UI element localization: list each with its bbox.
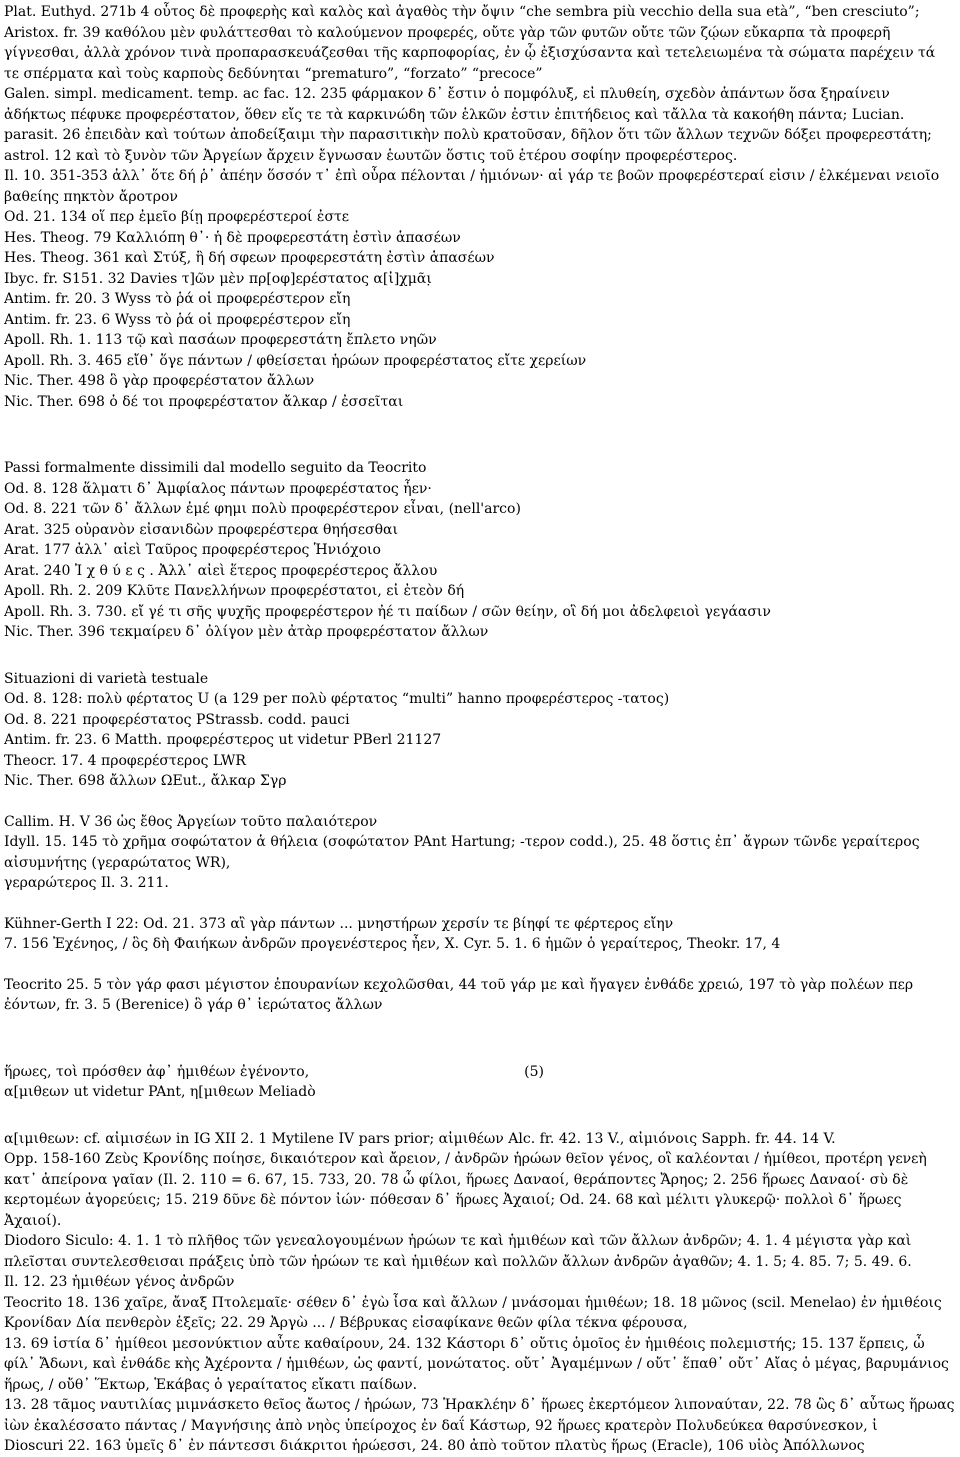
text-line: Arat. 240 Ἰ χ θ ύ ε ς . Ἀλλ᾽ αἰεὶ ἕτερος προφερέστερος ἄλλου xyxy=(4,562,438,579)
text-line: Il. 10. 351-353 ἀλλ᾽ ὅτε δή ῥ᾽ ἀπέην ὅσσόν τ᾽ ἐπὶ οὖρα πέλονται / ἡμιόνων· αἱ γάρ τε βοῶν προφερέστεραί εἰσιν / ἑλκέμεναι νειοῖο xyxy=(4,168,940,184)
text-line: Il. 12. 23 ἡμιθέων γένος ἀνδρῶν xyxy=(4,1274,235,1290)
text-line: Ibyc. fr. S151. 32 Davies τ]ῶν μὲν πρ[οφ]ερέστατος α[ἰ]χμᾶι̣ xyxy=(4,270,432,287)
text-line: Nic. Ther. 698 ἄλλων ΩEut., ἄλκαρ Σγρ xyxy=(4,773,287,789)
text-line: Hes. Theog. 79 Καλλιόπη θ᾽· ἡ δὲ προφερεστάτη ἐστὶν ἁπασέων xyxy=(4,229,461,246)
text-line: Od. 8. 128: πολὺ φέρτατος U (a 129 per πολὺ φέρτατος “multi” hanno προφερέστερος -τατος) xyxy=(4,691,670,707)
text-line: Teocrito 18. 136 χαῖρε, ἄναξ Πτολεμαῖε· σέθεν δ᾽ ἐγὼ ἶσα καὶ ἄλλων / μνάσομαι ἡμιθέων; 18. 18 μῶνος (scil. Menelao) ἐν ἡμιθέοις Κρονίδαν Δία πενθερὸν ἑξεῖς; 22. 29 Ἀργὼ ... / Βέβρυκας εἰσαφίκανε θεῶν φίλα τέκνα φέρουσα, xyxy=(4,1294,942,1331)
text-line: Arat. 325 οὐρανὸν εἰσανιδὼν προφερέστερα θηήσεσθαι xyxy=(4,521,398,538)
text-line: Galen. simpl. medicament. temp. ac fac. 12. 235 φάρμακον δ᾽ ἔστιν ὁ πομφόλυξ, εἰ πλυθείη, σχεδὸν ἁπάντων ὅσα ξηραίνειν xyxy=(4,86,890,102)
text-line: τε σπέρματα καὶ τοὺς καρποὺς δεδύνηται “prematuro”, “forzato” “precoce” xyxy=(4,65,543,82)
text-line: Callim. H. V 36 ὡς ἔθος Ἀργείων τοῦτο παλαιότερον xyxy=(4,813,378,830)
spacer xyxy=(4,643,956,669)
text-line: Nic. Ther. 396 τεκμαίρευ δ᾽ ὀλίγον μὲν ἀτὰρ προφερέστατον ἄλλων xyxy=(4,624,489,640)
spacer xyxy=(4,1016,956,1062)
text-line: Nic. Ther. 498 ὃ γὰρ προφερέστατον ἄλλων xyxy=(4,373,315,389)
text-line: 13. 28 τᾶμος ναυτιλίας μιμνάσκετο θεῖος ἄωτος / ἡρώων, 73 Ἡρακλέην δ᾽ ἥρωες ἐκερτόμεον λιποναύταν, 22. 78 ὣς δ᾽ αὖτως ἥρωας ἰὼν ἐκαλέσσατο πάντας / Μαγνήσιης ἀπὸ νηὸς ὑπείροχος ἐν δαΐ Κάστωρ, 92 ἥρωες κρατερὸν Πολυδεύκεα θαρσύνεσκον, ἰ xyxy=(4,1397,955,1434)
text-line: γεραρώτερος Il. 3. 211. xyxy=(4,875,169,891)
text-line: Apoll. Rh. 2. 209 Κλῦτε Πανελλήνων προφερέστατοι, εἰ ἐτεὸν δή xyxy=(4,583,465,599)
text-line: Diodoro Siculo: 4. 1. 1 τὸ πλῆθος τῶν γενεαλογουμένων ἡρώων τε καὶ ἡμιθέων καὶ τῶν ἄλλων ἀνδρῶν; 4. 1. 4 μέγιστα γὰρ καὶ πλεῖσται συντελεσθεισαι πράξεις ὑπὸ τῶν ἡρώων τε καὶ ἡμιθέων καὶ πολλῶν ἄλλων ἀνδρῶν ἀγαθῶν; 4. 1. 5; 4. 85. 7; 5. 49. 6. xyxy=(4,1233,912,1270)
spacer xyxy=(4,894,956,914)
text-line: α[μιθεων ut videtur PAnt, η[μιθεων Meliadò xyxy=(4,1084,316,1100)
text-line: Plat. Euthyd. 271b 4 οὗτος δὲ προφερὴς καὶ καλὸς καὶ ἀγαθὸς τὴν ὄψιν “che sembra più vecchio della sua età”, “ben cresciuto”; xyxy=(4,4,920,20)
text-line: parasit. 26 ἐπειδὰν καὶ τούτων ἀποδείξαιμι τὴν παρασιτικὴν πολὺ κρατοῦσαν, δῆλον ὅτι τῶν ἄλλων τεχνῶν δόξει προφερεστάτη; xyxy=(4,127,932,143)
text-line: Antim. fr. 23. 6 Matth. προφερέστερος ut videtur PBerl 21127 xyxy=(4,732,442,748)
text-line: α[ιμιθεων: cf. αἰμισέων in IG XII 2. 1 Mytilene IV pars prior; αἰμιθέων Alc. fr. 42. 13 V., αἰμιόνοις Sapph. fr. 44. 14 V. xyxy=(4,1130,836,1147)
text-line: Theocr. 17. 4 προφερέστερος LWR xyxy=(4,752,246,769)
spacer xyxy=(4,412,956,458)
text-line: Apoll. Rh. 1. 113 τῷ καὶ πασάων προφερεστάτη ἔπλετο νηῶν xyxy=(4,332,437,348)
text-line: 13. 69 ἱστία δ᾽ ἡμίθεοι μεσονύκτιον αὖτε καθαίρουν, 24. 132 Κάστορι δ᾽ οὔτις ὁμοῖος ἐν ἡμιθέοις πολεμιστής; 15. 137 ἕρπεις, ὦ φίλ᾽ Ἄδωνι, καὶ ἐνθάδε κὴς Ἀχέροντα / ἡμιθέων, ὡς φαντί, μονώτατος. οὔτ᾽ Ἀγαμέμνων / οὔτ᾽ ἕπαθ᾽ οὔτ᾽ Αἴας ὁ μέγας, βαρυμάνιος ἥρως, / οὔθ᾽ Ἕκτωρ, Ἑκάβας ὁ γεραίτατος εἴκατι παίδων. xyxy=(4,1335,949,1393)
text-line: Kühner-Gerth I 22: Od. 21. 373 αἲ γὰρ πάντων ... μνηστήρων χερσίν τε βίηφί τε φέρτερος εἴην xyxy=(4,915,674,932)
text-line: Nic. Ther. 698 ὁ δέ τοι προφερέστατον ἄλκαρ / ἐσσεῖται xyxy=(4,393,404,410)
text-line: Apoll. Rh. 3. 465 εἴθ᾽ ὅγε πάντων / φθείσεται ἡρώων προφερέστατος εἴτε χερείων xyxy=(4,352,587,369)
text-line: Dioscuri 22. 163 ὑμεῖς δ᾽ ἐν πάντεσσι διάκριτοι ἡρώεσσι, 24. 80 ἀπὸ τοῦτον πλατὺς ἥρως (Eracle), 106 υἱὸς Ἀπόλλωνος xyxy=(4,1438,865,1454)
text-line: Idyll. 15. 145 τὸ χρῆμα σοφώτατον ἁ θήλεια (σοφώτατον PAnt Hartung; -τερον codd.), 25. 48 ὅστις ἐπ᾽ ἄγρων τῶνδε γεραίτερος αἰσυμνήτης (γεραρώτατος WR), xyxy=(4,834,920,871)
text-line: Passi formalmente dissimili dal modello seguito da Teocrito xyxy=(4,460,427,476)
spacer xyxy=(4,1103,956,1129)
text-line: Od. 8. 221 τῶν δ᾽ ἄλλων ἐμέ φημι πολὺ προφερέστερον εἶναι, (nell'arco) xyxy=(4,501,521,517)
text-line: Aristox. fr. 39 καθόλου μὲν φυλάττεσθαι τὸ καλούμενον προφερές, οὔτε γὰρ τῶν φυτῶν οὔτε τῶν ζῴων εὔκαρπα τὰ προφερῆ xyxy=(4,24,891,41)
text-line: Teocrito 25. 5 τὸν γάρ φασι μέγιστον ἐπουρανίων κεχολῶσθαι, 44 τοῦ γάρ με καὶ ἤγαγεν ἐνθάδε χρειώ, 197 τὸ γὰρ πολέων περ ἐόντων, fr. 3. 5 (Berenice) ὃ γάρ θ᾽ ἱερώτατος ἄλλων xyxy=(4,976,914,1013)
verse-line xyxy=(4,1062,544,1083)
text-line: astrol. 12 καὶ τὸ ξυνὸν τῶν Ἀργείων ἄρχειν ἔγνωσαν ἑωυτῶν ὅστις τοῦ ἑτέρου σοφίην προφερέστερος. xyxy=(4,147,738,164)
text-line: Od. 8. 128 ἅλματι δ᾽ Ἀμφίαλος πάντων προφερέστατος ἦεν· xyxy=(4,480,432,497)
text-line: Hes. Theog. 361 καὶ Στύξ, ἣ δή σφεων προφερεστάτη ἐστὶν ἁπασέων xyxy=(4,250,495,266)
text-line: Antim. fr. 20. 3 Wyss τὸ ῥά οἱ προφερέστερον εἴη xyxy=(4,291,351,307)
text-line: Antim. fr. 23. 6 Wyss τὸ ῥά οἱ προφερέστερον εἴη xyxy=(4,311,351,328)
text-line: βαθείης πηκτὸν ἄροτρον xyxy=(4,188,178,205)
text-line: Apoll. Rh. 3. 730. εἴ γέ τι σῆς ψυχῆς προφερέστερον ἠέ τι παίδων / σῶν θείην, οἳ δή μοι ἀδελφειοὶ γεγάασιν xyxy=(4,603,771,620)
text-line: Opp. 158-160 Ζεὺς Κρονίδης ποίησε, δικαιότερον καὶ ἄρειον, / ἀνδρῶν ἡρώων θεῖον γένος, οἳ καλέονται / ἡμίθεοι, προτέρη γενεὴ κατ᾽ ἀπείρονα γαῖαν (Il. 2. 110 = 6. 67, 15. 733, 20. 78 ὦ φίλοι, ἥρωες Δαναοί, θεράποντες Ἄρηος; 2. 256 ἥρωες Δαναοί· σὺ δὲ κερτομέων ἀγορεύεις; 15. 219 δῦνε δὲ πόντον ἰών· πόθεσαν δ᾽ ἥρωες Ἀχαιοί; Od. 24. 68 καὶ μέλιτι γλυκερῷ· πολλοὶ δ᾽ ἥρωες Ἀχαιοί). xyxy=(4,1151,927,1229)
text-line: γίγνεσθαι, ἀλλὰ χρόνον τινὰ προπαρασκευάζεσθαι τῆς καρποφορίας, ἐν ᾧ ἐξισχύσαντα καὶ τετελειωμένα τὰ σώματα παρέχειν τά xyxy=(4,45,936,61)
text-line: 7. 156 Ἐχένηος, / ὃς δὴ Φαιήκων ἀνδρῶν προγενέστερος ἦεν, X. Cyr. 5. 1. 6 ἡμῶν ὁ γεραίτερος, Theokr. 17, 4 xyxy=(4,936,781,952)
verse-text: ἥρωες, τοὶ πρόσθεν ἀφ᾽ ἡμιθέων ἐγένοντο, xyxy=(4,1063,310,1080)
text-line: Arat. 177 ἀλλ᾽ αἰεὶ Ταῦρος προφερέστερος Ἡνιόχοιο xyxy=(4,542,381,558)
text-line: ἀδήκτως πέφυκε προφερέστατον, ὅθεν εἴς τε τὰ καρκινώδη τῶν ἑλκῶν ἐστιν ἐπιτήδειος καὶ τἄλλα τὰ κακοήθη πάντα; Lucian. xyxy=(4,106,905,123)
spacer xyxy=(4,955,956,975)
text-line: Od. 21. 134 οἵ περ ἐμεῖο βίῃ προφερέστεροί ἐστε xyxy=(4,209,350,225)
text-line: Od. 8. 221 προφερέστατος PStrassb. codd. pauci xyxy=(4,711,350,728)
spacer xyxy=(4,792,956,812)
verse-number: (5) xyxy=(524,1063,544,1080)
text-line: Situazioni di varietà testuale xyxy=(4,670,209,687)
